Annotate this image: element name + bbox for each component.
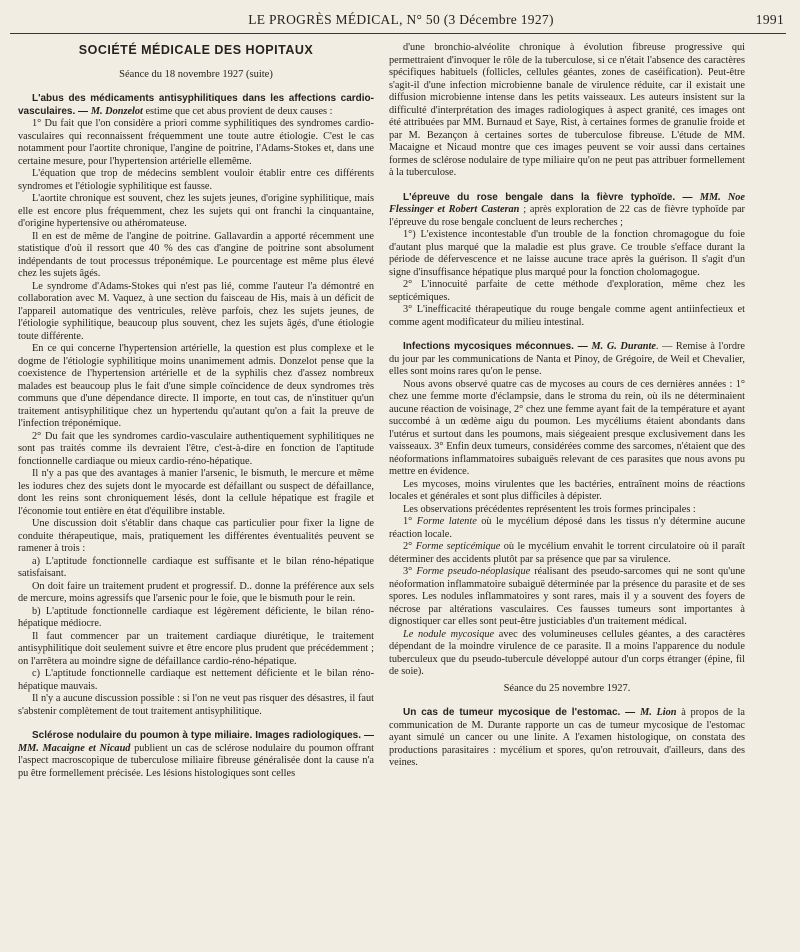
paragraph (389, 479, 745, 504)
section-title: SOCIÉTÉ MÉDICALE DES HOPITAUX (78, 43, 314, 57)
article-paragraph (18, 93, 374, 118)
article-heading: L'épreuve du rose bengale dans la fièvre typhoïde. — (403, 191, 700, 203)
paragraph-text: Les mycoses, moins virulentes que les bactéries, entraînent moins de réactions locales et générales et sont plus difficiles à dépister. (389, 478, 745, 502)
article-heading: Un cas de tumeur mycosique de l'estomac. — (403, 707, 641, 718)
paragraph-text: 2° L'innocuité parfaite de cette méthode d'exploration, même chez les septicémiques. (389, 279, 745, 303)
journal-title: LE PROGRÈS MÉDICAL, N° 50 (3 Décembre 1927) (248, 12, 554, 27)
paragraph-text: a) L'aptitude fonctionnelle cardiaque est suffisante et le bilan réno-hépatique satisfaisant. (18, 555, 374, 579)
right-paragraphs (389, 42, 745, 679)
right-column (389, 42, 745, 947)
paragraph (389, 566, 745, 629)
list-number: 2° (403, 541, 416, 552)
session-date-2: Séance du 25 novembre 1927. (503, 682, 631, 694)
list-number: 3° (403, 566, 417, 577)
paragraph (18, 581, 374, 606)
article-author: MM. Macaigne et Nicaud (18, 742, 131, 754)
article-heading: Infections mycosiques méconnues. — (403, 341, 592, 352)
paragraph-text: où le mycélium envahit le torrent circulatoire où il paraît déterminer des accidents plutôt par sa présence que par sa virulence. (389, 541, 745, 565)
article-paragraph (18, 730, 374, 780)
paragraph (18, 631, 374, 669)
paragraph (18, 343, 374, 431)
paragraph (18, 468, 374, 518)
paragraph (389, 504, 745, 517)
article-author: M. Lion (640, 707, 677, 718)
paragraph-text: ; après exploration de 22 cas de fièvre typhoïde par l'épreuve du rose bengale concluent de leurs recherches ; (389, 204, 745, 228)
paragraph (389, 541, 745, 566)
header-rule (10, 33, 786, 34)
paragraph-text: estime que cet abus provient de deux causes : (142, 105, 333, 117)
paragraph-text: d'une bronchio-alvéolite chronique à évolution fibreuse progressive qui permettraient d'invoquer le rôle de la tuberculose, si ce n'était l'absence des caractères spécifiques habituels (follicles, cellules géantes, zones de caséification). Peut-être s'agit-il d'une infection microbienne banale de virulence réduite, car il existait une diffusion microbienne intense dans les petits vaisseaux. Les auteurs insistent sur la difficulté d'interprétation des images radiologiques à aspect granité, ces images ont été attribuées par MM. Burnaud et Saye, Rist, à certaines formes de granulie froide et par M. Bezançon à certaines sortes de tuberculose fibreuse. L'étude de MM. Macaigne et Nicaud montre que ces images peuvent se voir aussi dans certaines formes de sclérose nodulaire de type miliaire qu'on ne peut pas attribuer formellement à la tuberculose. (389, 42, 745, 178)
paragraph-text: b) L'aptitude fonctionnelle cardiaque est légèrement déficiente, le bilan réno-hépatique médiocre. (18, 605, 374, 629)
article-author: MM. Noe Flessinger et Robert Casteran (389, 191, 745, 215)
subheading: Le nodule mycosique (403, 628, 495, 640)
paragraph (18, 193, 374, 231)
subheading: Forme septicémique (415, 541, 501, 552)
paragraph-text: En ce qui concerne l'hypertension artérielle, la question est plus complexe et le dogme de l'étiologie syphilitique moins unanimement admis. Donzelot pense que la coexistence de l'hypertension artérielle et de la syphilis chez d'assez nombreux malades est beaucoup plus le fait d'une simple coïncidence de deux syndromes très communs que d'une dépendance directe. Il importe, en tout cas, de n'instituer qu'un traitement antisyphilitique chez un hypertendu qu'autant qu'on a fait la preuve de l'infection tréponémique. (18, 343, 374, 429)
article-author: M. Donzelot (90, 105, 143, 117)
article-paragraph (389, 707, 745, 770)
paragraph (389, 304, 745, 329)
paragraph-text: Il n'y a pas que des avantages à manier l'arsenic, le bismuth, le mercure et même les iodures chez des sujets dont le myocarde est défaillant ou suspect de défaillance, dont les reins sont chroniquement lésés, dont la cellule hépatique est fragile et l'économie tout entière en état d'équilibre instable. (18, 468, 374, 517)
session-date: Séance du 18 novembre 1927 (suite) (119, 68, 273, 80)
paragraph-text: Le syndrome d'Adams-Stokes qui n'est pas lié, comme l'auteur l'a démontré en collaboration avec M. Vaquez, à une section du faisceau de His, mais à un déficit de l'appareil automatique des ventricules, relève parfois, chez les sujets jeunes, de l'étiologie syphilitique, beaucoup plus souvent, chez les sujets âgés, d'une étiologie toute différente. (18, 280, 374, 342)
paragraph-text: Il en est de même de l'angine de poitrine. Gallavardin a apporté récemment une statistique d'où il ressort que 40 % des cas d'angine de poitrine sont absolument indépendants de tout processus tréponémique. Le pourcentage est même plus élevé chez les sujets âgés. (18, 230, 374, 279)
paragraph-text: 2° Du fait que les syndromes cardio-vasculaire authentiquement syphilitiques ne sont pas traités comme ils devraient l'être, c'est-à-dire en fonction de l'aptitude fonctionnelle cardiaque ou mieux cardio-réno-hépatique. (18, 430, 374, 467)
paragraph-text: 1°) L'existence incontestable d'un trouble de la fonction chromagogue du foie d'autant plus marqué que la maladie est plus grave. Ce trouble s'efface durant la période de défervescence et ne laisse aucune trace après la guérison. Il s'agit d'un signe d'insuffisance hépatique plus marqué pour la fonction cholomagogue. (389, 229, 745, 278)
paragraph (18, 431, 374, 469)
paragraph (18, 668, 374, 693)
left-column (18, 42, 374, 947)
paragraph (389, 629, 745, 679)
paragraph-text: L'aortite chronique est souvent, chez les sujets jeunes, d'origine syphilitique, mais elle est encore plus fréquemment, chez les sujets qui ont franchi la cinquantaine, d'origine hypertensive ou athéromateuse. (18, 193, 374, 229)
paragraph (389, 379, 745, 479)
paragraph (389, 229, 745, 279)
paragraph-text: . — Remise à l'ordre du jour par les communications de Nanta et Pinoy, de Grégoire, de Weil et Chevalier, elles sont moins rares qu'on le pense. (389, 341, 745, 377)
paragraph-text: réalisant des pseudo-sarcomes qui ne sont qu'une néoformation inflammatoire subaiguë déterminée par la présence du parasite et de ses spores. Les nodules inflammatoires y sont rares, mais il y a souvent des foyers de nécrose par altérations vasculaires. Ces fausses tumeurs sont importantes à dignostiquer car elles sont peut-être justiciables d'un traitement médical. (389, 566, 745, 627)
paragraph (18, 118, 374, 168)
paragraph-text: 1° Du fait que l'on considère a priori comme syphilitiques des syndromes cardio-vasculaires qui reconnaissent fréquemment une toute autre étiologie. C'est le cas notamment pour l'aortite chronique, l'angine de poitrine, l'Adams-Stokes et, dans une certaine mesure, pour l'hypertension artérielle ellemême. (18, 118, 374, 167)
paragraph (18, 518, 374, 556)
paragraph (18, 556, 374, 581)
page-number: 1991 (755, 12, 784, 27)
paragraph-text: Une discussion doit s'établir dans chaque cas particulier pour fixer la ligne de conduite thérapeutique, mais, pratiquement les différentes éventualités peuvent se ramener à trois : (18, 518, 374, 554)
paragraph-text: Il faut commencer par un traitement cardiaque diurétique, le traitement antisyphilitique doit seulement suivre et être encore plus prudent que précédemment ; on l'arrêtera au moindre signe de défaillance cardio-réno-hépatique. (18, 630, 374, 667)
list-number: 1° (403, 516, 417, 527)
subheading: Forme latente (416, 516, 477, 527)
article-heading: L'abus des médicaments antisyphilitiques dans les affections cardio-vasculaires. — (18, 93, 374, 117)
paragraph (389, 42, 745, 180)
paragraph-text: Il n'y a aucune discussion possible : si l'on ne veut pas risquer des désastres, il faut s'abstenir complètement de tout traitement antisyphilitique. (18, 693, 374, 717)
paragraph-text: où le mycélium déposé dans les tissus n'y détermine aucune réaction locale. (389, 516, 745, 540)
paragraph-text: c) L'aptitude fonctionnelle cardiaque est nettement déficiente et le bilan réno-hépatique mauvais. (18, 668, 374, 692)
left-paragraphs (18, 93, 374, 780)
paragraph-text: publient un cas de sclérose nodulaire du poumon offrant l'aspect macroscopique de tuberculose miliaire fibreuse généralisée dont la cause n'a pu être formellement précisée. Les lésions histologiques sont celles (18, 742, 374, 779)
subheading: Forme pseudo-néoplasique (416, 566, 531, 577)
paragraph-text: On doit faire un traitement prudent et progressif. D.. donne la préférence aux sels de mercure, moins agressifs que l'arsenic pour le foie, que le bismuth pour le rein. (18, 580, 374, 604)
paragraph (18, 606, 374, 631)
paragraph (18, 693, 374, 718)
paragraph-text: 3° L'inefficacité thérapeutique du rouge bengale comme agent antiinfectieux et comme agent modificateur du milieu intestinal. (389, 304, 745, 328)
article-heading: Sclérose nodulaire du poumon à type miliaire. Images radiologiques. — (32, 730, 374, 741)
paragraph-text: Les observations précédentes représentent les trois formes principales : (403, 503, 696, 515)
paragraph-text: L'équation que trop de médecins semblent vouloir établir entre ces différents syndromes et l'étiologie syphilitique est fausse. (18, 168, 374, 192)
paragraph-text: Nous avons observé quatre cas de mycoses au cours de ces dernières années : 1° chez une femme morte d'éclampsie, dans le stroma du rein, où ils ne déterminaient aucune réaction de voisinage, 2° chez une femme ayant fait de la température et ayant succombé à un œdème aigu du poumon. Les mycéliums étaient abondants dans l'utérus et surtout dans les poumons, mais siégeaient presque exclusivement dans les vaisseaux. 3° Enfin deux tumeurs, considérées comme des sarcomes, n'étaient que des néoformations inflammatoires subaiguës relevant de ces parasites que nous avons pu mettre en évidence. (389, 378, 745, 477)
paragraph (389, 279, 745, 304)
paragraph (18, 281, 374, 344)
paragraph (389, 516, 745, 541)
article-paragraph (389, 341, 745, 379)
page-header (18, 12, 784, 34)
paragraph (18, 231, 374, 281)
paragraph-text: avec des volumineuses cellules géantes, a des caractères dépendant de la moindre virulence de ce parasite. Il a moins l'apparence du nodule tuberculeux que du pseudo-tubercule développé autour d'un corps étranger (épine, fil de soie). (389, 628, 745, 677)
paragraph (18, 168, 374, 193)
article-author: M. G. Durante (591, 341, 656, 352)
paragraph-text: à propos de la communication de M. Durante rapporte un cas de tumeur mycosique de l'estomac ayant simulé un cancer ou une linite. A l'examen histologique, on constata des productions parasitaires : mycélium et spores, qu'on retrouvait, d'ailleurs, dans des veines. (389, 707, 745, 768)
article-paragraph (389, 192, 745, 230)
